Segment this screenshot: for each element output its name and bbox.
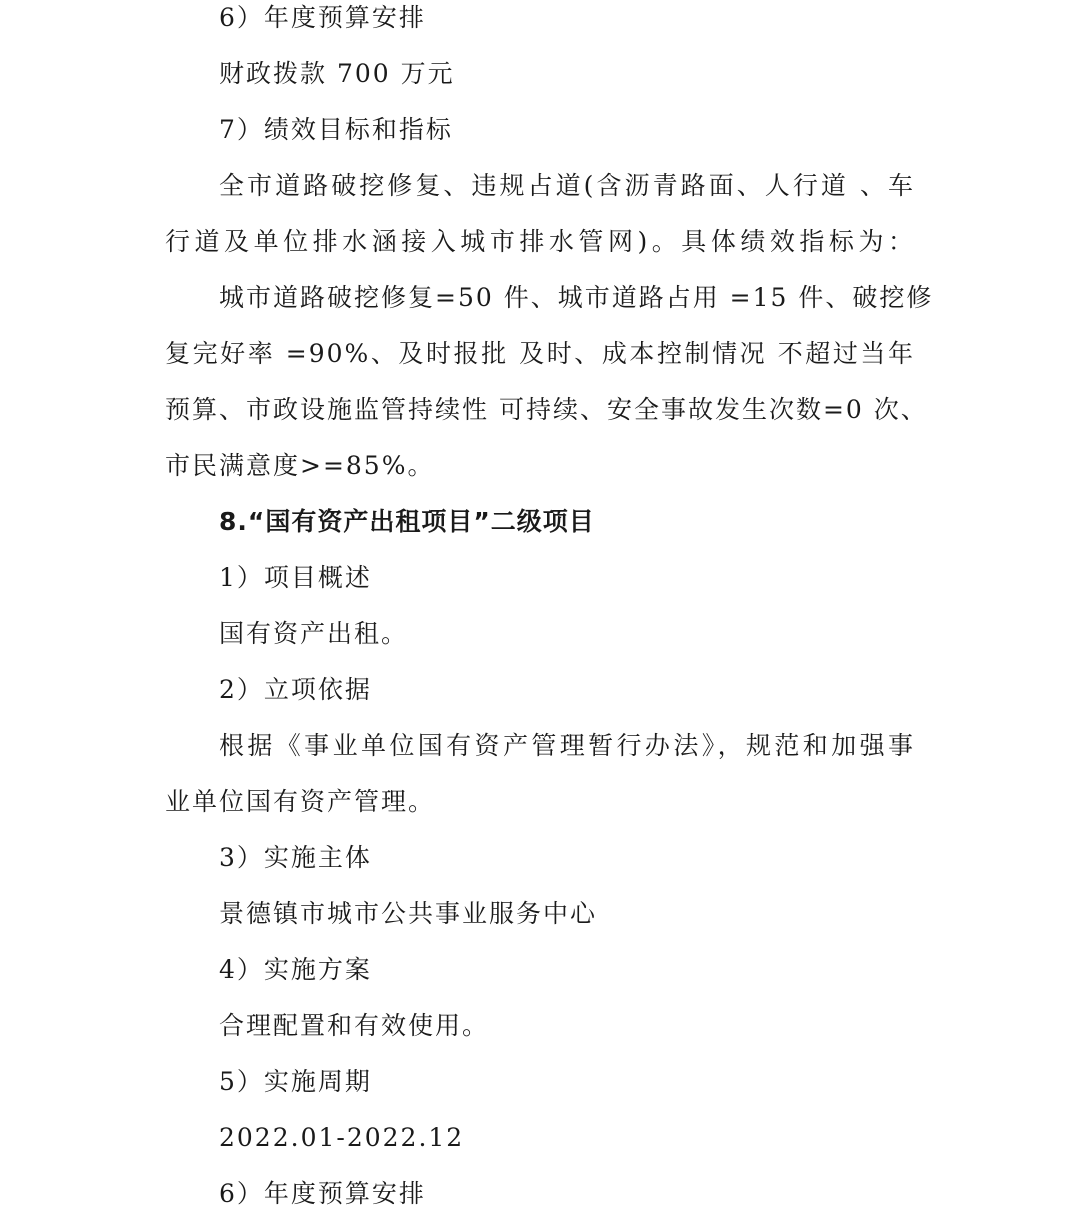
period-text: 2022.01-2022.12 bbox=[219, 1123, 465, 1152]
subheading-performance: 7）绩效目标和指标 bbox=[219, 115, 453, 144]
budget-amount: 财政拨款 700 万元 bbox=[219, 59, 455, 88]
subheading-budget: 6）年度预算安排 bbox=[219, 3, 426, 32]
subheading-basis: 2）立项依据 bbox=[219, 675, 372, 704]
indicator-text-line-4: 市民满意度>=85%。 bbox=[165, 451, 435, 480]
indicator-text-line-3: 预算、市政设施监管持续性 可持续、安全事故发生次数=0 次、 bbox=[165, 395, 928, 424]
subheading-plan: 4）实施方案 bbox=[219, 955, 372, 984]
basis-text-line-1: 根据《事业单位国有资产管理暂行办法》，规范和加强事 bbox=[219, 731, 915, 760]
indicator-text-line-2: 复完好率 =90%、及时报批 及时、成本控制情况 不超过当年 bbox=[165, 339, 915, 368]
subheading-entity: 3）实施主体 bbox=[219, 843, 372, 872]
basis-text-line-2: 业单位国有资产管理。 bbox=[165, 787, 436, 816]
performance-text-line-2: 行道及单位排水涵接入城市排水管网)。具体绩效指标为： bbox=[165, 227, 915, 256]
plan-text: 合理配置和有效使用。 bbox=[219, 1011, 490, 1040]
indicator-text-line-1: 城市道路破挖修复=50 件、城市道路占用 =15 件、破挖修 bbox=[219, 283, 934, 312]
subheading-period: 5）实施周期 bbox=[219, 1067, 372, 1096]
overview-text: 国有资产出租。 bbox=[219, 619, 409, 648]
performance-text-line-1: 全市道路破挖修复、违规占道(含沥青路面、人行道 、车 bbox=[219, 171, 915, 200]
entity-text: 景德镇市城市公共事业服务中心 bbox=[219, 899, 598, 928]
subheading-overview: 1）项目概述 bbox=[219, 563, 372, 592]
section-heading: 8.“国有资产出租项目”二级项目 bbox=[219, 507, 595, 536]
subheading-budget-2: 6）年度预算安排 bbox=[219, 1179, 426, 1208]
